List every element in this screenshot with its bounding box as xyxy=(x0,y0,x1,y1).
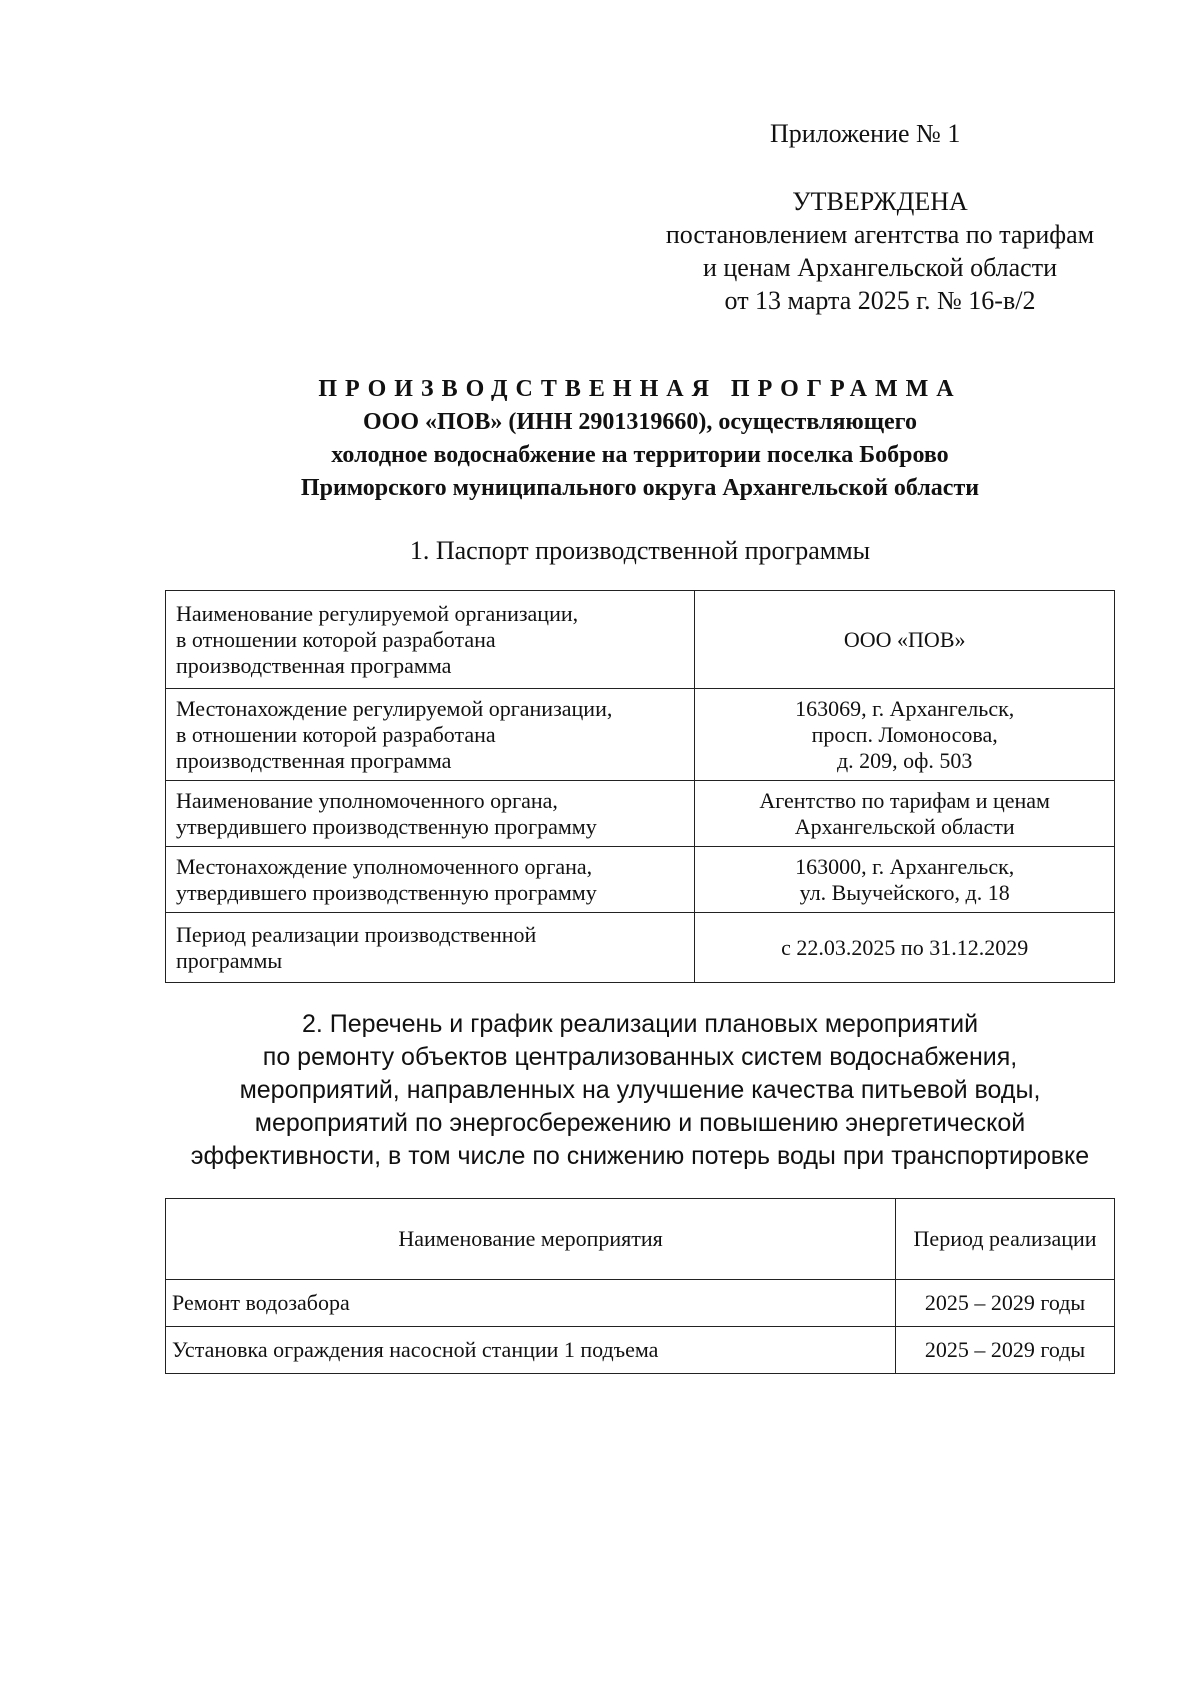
title-line: ООО «ПОВ» (ИНН 2901319660), осуществляющего xyxy=(363,409,917,435)
label-line: программы xyxy=(176,947,283,973)
heading-line: мероприятий, направленных на улучшение качества питьевой воды, xyxy=(239,1076,1041,1104)
column-header: Наименование мероприятия xyxy=(166,1199,896,1280)
measure-period: 2025 – 2029 годы xyxy=(896,1327,1115,1374)
approval-line: от 13 марта 2025 г. № 16-в/2 xyxy=(724,286,1036,315)
label-line: в отношении которой разработана xyxy=(176,626,496,652)
table-row xyxy=(166,913,1115,983)
approval-line: и ценам Архангельской области xyxy=(702,253,1058,282)
value-line: 163069, г. Архангельск, xyxy=(795,695,1015,721)
row-value xyxy=(695,913,1115,983)
table-row xyxy=(166,781,1115,847)
table-row xyxy=(166,1280,1115,1327)
row-value xyxy=(695,591,1115,689)
label-line: Местонахождение уполномоченного органа, xyxy=(176,853,593,879)
approval-line: постановлением агентства по тарифам xyxy=(665,220,1095,249)
value-line: Архангельской области xyxy=(794,813,1015,839)
title-line: Приморского муниципального округа Архангельской области xyxy=(300,475,980,501)
label-line: Местонахождение регулируемой организации, xyxy=(176,695,613,721)
document-title xyxy=(150,373,1130,505)
row-value xyxy=(695,847,1115,913)
value-line: ул. Выучейского, д. 18 xyxy=(799,879,1010,905)
heading-line: 2. Перечень и график реализации плановых мероприятий xyxy=(301,1010,979,1038)
label-line: Период реализации производственной xyxy=(176,921,537,947)
measures-table xyxy=(165,1198,1115,1374)
appendix-label: Приложение № 1 xyxy=(770,119,961,148)
table-row xyxy=(166,689,1115,781)
column-header: Период реализации xyxy=(896,1199,1115,1280)
value-line: Агентство по тарифам и ценам xyxy=(759,787,1050,813)
label-line: в отношении которой разработана xyxy=(176,721,496,747)
value-line: с 22.03.2025 по 31.12.2029 xyxy=(781,934,1029,960)
row-label xyxy=(166,913,695,983)
measure-name: Установка ограждения насосной станции 1 подъема xyxy=(166,1327,896,1374)
table-row xyxy=(166,847,1115,913)
row-value xyxy=(695,781,1115,847)
row-label xyxy=(166,689,695,781)
value-line: просп. Ломоносова, xyxy=(811,721,998,747)
label-line: производственная программа xyxy=(176,652,452,678)
value-line: 163000, г. Архангельск, xyxy=(795,853,1015,879)
measure-name: Ремонт водозабора xyxy=(166,1280,896,1327)
label-line: Наименование регулируемой организации, xyxy=(176,600,579,626)
label-line: утвердившего производственную программу xyxy=(176,813,597,839)
value-line: д. 209, оф. 503 xyxy=(836,747,973,773)
value-line: ООО «ПОВ» xyxy=(843,626,966,652)
row-label xyxy=(166,591,695,689)
table-header-row xyxy=(166,1199,1115,1280)
label-line: производственная программа xyxy=(176,747,452,773)
label-line: утвердившего производственную программу xyxy=(176,879,597,905)
approval-stamp xyxy=(630,185,1130,317)
table-row xyxy=(166,1327,1115,1374)
row-label xyxy=(166,781,695,847)
title-line: холодное водоснабжение на территории поселка Боброво xyxy=(331,442,949,468)
measure-period: 2025 – 2029 годы xyxy=(896,1280,1115,1327)
passport-table xyxy=(165,590,1115,983)
title-heading: ПРОИЗВОДСТВЕННАЯ ПРОГРАММА xyxy=(318,376,962,402)
section1-heading: 1. Паспорт производственной программы xyxy=(409,536,871,565)
heading-line: по ремонту объектов централизованных систем водоснабжения, xyxy=(262,1043,1018,1071)
heading-line: эффективности, в том числе по снижению потерь воды при транспортировке xyxy=(190,1142,1090,1170)
section2-heading xyxy=(150,1008,1130,1173)
approval-title: УТВЕРЖДЕНА xyxy=(792,187,968,216)
table-row xyxy=(166,591,1115,689)
label-line: Наименование уполномоченного органа, xyxy=(176,787,558,813)
heading-line: мероприятий по энергосбережению и повышению энергетической xyxy=(254,1109,1026,1137)
row-label xyxy=(166,847,695,913)
row-value xyxy=(695,689,1115,781)
